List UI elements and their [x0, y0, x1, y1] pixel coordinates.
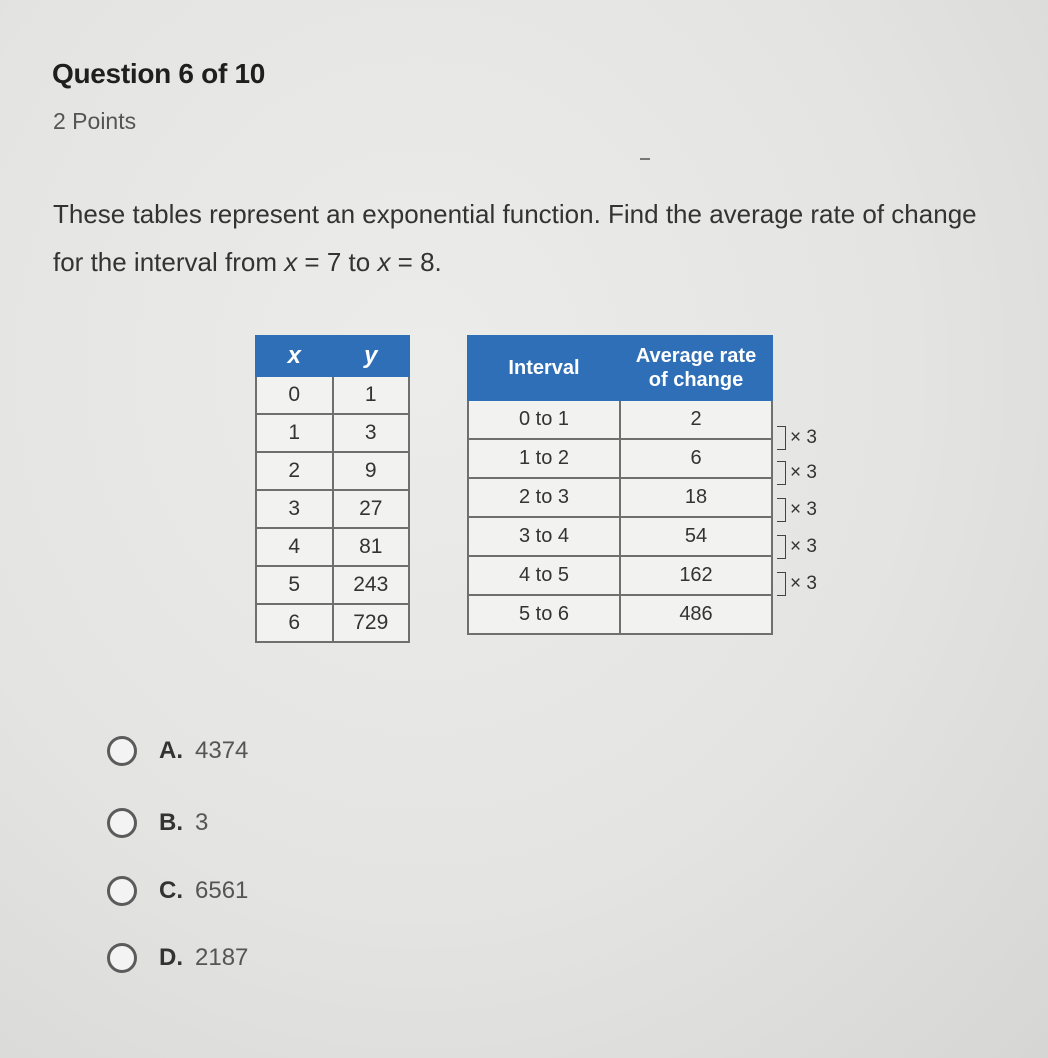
- table-row: [256, 376, 409, 414]
- radio-button-icon[interactable]: [107, 736, 137, 766]
- rate-header-line2: of change: [648, 369, 744, 391]
- rate-header-average: [620, 336, 772, 400]
- prompt-var-x1: x: [284, 247, 298, 277]
- rate-cell-value: 6: [620, 439, 772, 478]
- xy-cell-y: 3: [333, 414, 410, 452]
- choice-c[interactable]: [107, 876, 248, 906]
- prompt-text-3: = 8.: [390, 247, 442, 277]
- xy-cell-y: 81: [333, 528, 410, 566]
- multiplier-annotation: [777, 527, 817, 567]
- rate-cell-value: 2: [620, 400, 772, 439]
- bracket-icon: [777, 535, 786, 559]
- multiplier-annotation: [777, 564, 817, 604]
- table-row: [256, 452, 409, 490]
- multiplier-annotation: [777, 453, 817, 493]
- rate-cell-interval: 2 to 3: [468, 478, 620, 517]
- choice-letter: C.: [159, 877, 183, 904]
- xy-cell-y: 1: [333, 376, 410, 414]
- rate-cell-interval: 3 to 4: [468, 517, 620, 556]
- table-row: [256, 490, 409, 528]
- table-row: [468, 439, 772, 478]
- xy-cell-x: 2: [256, 452, 333, 490]
- multiplier-label: × 3: [790, 499, 817, 520]
- xy-cell-x: 0: [256, 376, 333, 414]
- table-row: [256, 604, 409, 642]
- radio-button-icon[interactable]: [107, 943, 137, 973]
- xy-cell-x: 4: [256, 528, 333, 566]
- rate-cell-value: 162: [620, 556, 772, 595]
- table-row: [256, 528, 409, 566]
- bracket-icon: [777, 498, 786, 522]
- multiplier-annotation: [777, 490, 817, 530]
- xy-cell-y: 27: [333, 490, 410, 528]
- rate-cell-value: 18: [620, 478, 772, 517]
- xy-cell-x: 1: [256, 414, 333, 452]
- xy-cell-y: 729: [333, 604, 410, 642]
- choice-letter: B.: [159, 809, 183, 836]
- xy-table: [255, 335, 410, 643]
- rate-cell-interval: 4 to 5: [468, 556, 620, 595]
- xy-cell-y: 243: [333, 566, 410, 604]
- choice-letter: D.: [159, 944, 183, 971]
- rate-cell-interval: 5 to 6: [468, 595, 620, 634]
- choice-value: 4374: [195, 737, 249, 764]
- radio-button-icon[interactable]: [107, 808, 137, 838]
- bracket-icon: [777, 572, 786, 596]
- question-title: Question 6 of 10: [52, 58, 266, 89]
- choice-letter: A.: [159, 737, 183, 764]
- table-row: [468, 556, 772, 595]
- xy-header-y: y: [333, 336, 410, 376]
- multiplier-label: × 3: [790, 536, 817, 557]
- table-row: [468, 517, 772, 556]
- multiplier-label: × 3: [790, 573, 817, 594]
- xy-cell-x: 5: [256, 566, 333, 604]
- xy-cell-y: 9: [333, 452, 410, 490]
- multiplier-label: × 3: [790, 462, 817, 483]
- rate-table-header-row: [468, 336, 772, 400]
- rate-header-interval: Interval: [468, 336, 620, 400]
- prompt-text-2: = 7 to: [297, 247, 378, 277]
- xy-header-x: x: [256, 336, 333, 376]
- rate-header-line1: Average rate: [635, 345, 757, 367]
- multiplier-annotation: [777, 418, 817, 458]
- rate-cell-value: 54: [620, 517, 772, 556]
- rate-cell-interval: 0 to 1: [468, 400, 620, 439]
- choice-value: 6561: [195, 877, 249, 904]
- table-row: [256, 414, 409, 452]
- table-row: [468, 400, 772, 439]
- choice-a[interactable]: [107, 736, 248, 766]
- question-points: 2 Points: [53, 108, 137, 134]
- rate-cell-interval: 1 to 2: [468, 439, 620, 478]
- bracket-icon: [777, 461, 786, 485]
- multiplier-label: × 3: [790, 427, 817, 448]
- choice-value: 3: [195, 809, 209, 836]
- choice-d[interactable]: [107, 943, 248, 973]
- xy-cell-x: 3: [256, 490, 333, 528]
- xy-table-header-row: [256, 336, 409, 376]
- table-row: [468, 478, 772, 517]
- prompt-var-x2: x: [377, 247, 391, 277]
- table-row: [468, 595, 772, 634]
- choice-b[interactable]: [107, 808, 208, 838]
- choice-value: 2187: [195, 944, 249, 971]
- prompt-text-1: These tables represent an exponential function. Find the average rate of change for the interval from: [53, 199, 977, 277]
- divider-dash: [640, 158, 650, 160]
- radio-button-icon[interactable]: [107, 876, 137, 906]
- question-prompt: [53, 190, 983, 286]
- table-row: [256, 566, 409, 604]
- rate-cell-value: 486: [620, 595, 772, 634]
- bracket-icon: [777, 426, 786, 450]
- xy-cell-x: 6: [256, 604, 333, 642]
- rate-of-change-table: [467, 335, 773, 635]
